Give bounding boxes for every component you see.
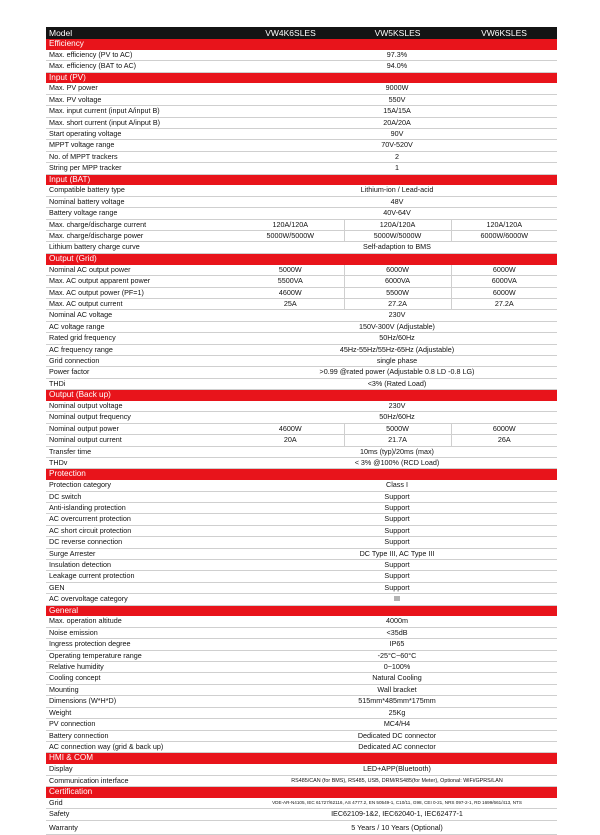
spec-label: Insulation detection xyxy=(46,560,237,571)
spec-value-model-1: 5000W/5000W xyxy=(237,231,344,242)
section-header-input-pv xyxy=(46,72,557,83)
section-title: Input (PV) xyxy=(46,72,557,83)
spec-label: Max. PV voltage xyxy=(46,94,237,105)
spec-row xyxy=(46,809,557,820)
spec-row xyxy=(46,548,557,559)
spec-label: Nominal output power xyxy=(46,423,237,434)
spec-sheet xyxy=(46,27,557,835)
spec-row xyxy=(46,719,557,730)
section-title: Output (Back up) xyxy=(46,390,557,401)
spec-value: 25Kg xyxy=(237,707,557,718)
spec-value: 150V-300V (Adjustable) xyxy=(237,321,557,332)
spec-value: Class I xyxy=(237,480,557,491)
spec-row xyxy=(46,321,557,332)
section-title: Protection xyxy=(46,469,557,480)
spec-row xyxy=(46,94,557,105)
spec-value: -25°C~60°C xyxy=(237,650,557,661)
section-header-input-bat xyxy=(46,174,557,185)
spec-row xyxy=(46,196,557,207)
spec-value-model-3: 6000W xyxy=(451,423,557,434)
spec-value: >0.99 @rated power (Adjustable 0.8 LD -0.8 LG) xyxy=(237,367,557,378)
spec-value-model-3: 26A xyxy=(451,435,557,446)
spec-label: Communication interface xyxy=(46,775,237,786)
spec-label: PV connection xyxy=(46,719,237,730)
spec-value: Support xyxy=(237,514,557,525)
spec-label: Lithium battery charge curve xyxy=(46,242,237,253)
section-header-output-back-up xyxy=(46,390,557,401)
spec-row xyxy=(46,525,557,536)
spec-row xyxy=(46,231,557,242)
spec-value-model-1: 5000W xyxy=(237,265,344,276)
spec-value-model-2: 6000VA xyxy=(344,276,451,287)
spec-row xyxy=(46,503,557,514)
section-header-certification xyxy=(46,786,557,797)
spec-row xyxy=(46,310,557,321)
spec-value: 40V-64V xyxy=(237,208,557,219)
spec-label: Safety xyxy=(46,809,237,820)
spec-value: 50Hz/60Hz xyxy=(237,412,557,423)
header-row xyxy=(46,27,557,39)
model-name: VW5KSLES xyxy=(344,27,451,39)
spec-label: Compatible battery type xyxy=(46,185,237,196)
spec-value: 10ms (typ)/20ms (max) xyxy=(237,446,557,457)
spec-label: Start operating voltage xyxy=(46,129,237,140)
spec-value: MC4/H4 xyxy=(237,719,557,730)
spec-value: III xyxy=(237,594,557,605)
section-title: Output (Grid) xyxy=(46,253,557,264)
spec-row xyxy=(46,61,557,72)
spec-row xyxy=(46,594,557,605)
spec-label: Max. efficiency (BAT to AC) xyxy=(46,61,237,72)
spec-value: 90V xyxy=(237,129,557,140)
spec-row xyxy=(46,265,557,276)
spec-row xyxy=(46,276,557,287)
spec-row xyxy=(46,775,557,786)
spec-label: Warranty xyxy=(46,820,237,834)
spec-value-model-1: 5500VA xyxy=(237,276,344,287)
spec-label: AC overcurrent protection xyxy=(46,514,237,525)
spec-label: AC voltage range xyxy=(46,321,237,332)
section-header-protection xyxy=(46,469,557,480)
spec-row xyxy=(46,707,557,718)
spec-label: String per MPP tracker xyxy=(46,163,237,174)
spec-row xyxy=(46,764,557,775)
spec-label: THDv xyxy=(46,457,237,468)
spec-value: 1 xyxy=(237,163,557,174)
section-title: Input (BAT) xyxy=(46,174,557,185)
spec-label: Noise emission xyxy=(46,627,237,638)
spec-label: Grid xyxy=(46,798,237,809)
spec-value: 15A/15A xyxy=(237,106,557,117)
spec-row xyxy=(46,650,557,661)
spec-row xyxy=(46,287,557,298)
spec-label: Power factor xyxy=(46,367,237,378)
spec-value-model-3: 6000W xyxy=(451,287,557,298)
spec-row xyxy=(46,514,557,525)
spec-row xyxy=(46,208,557,219)
spec-label: Ingress protection degree xyxy=(46,639,237,650)
spec-value-model-1: 120A/120A xyxy=(237,219,344,230)
spec-label: Max. efficiency (PV to AC) xyxy=(46,50,237,61)
spec-label: THDi xyxy=(46,378,237,389)
spec-value: 4000m xyxy=(237,616,557,627)
spec-value: <35dB xyxy=(237,627,557,638)
spec-row xyxy=(46,480,557,491)
spec-value: Support xyxy=(237,537,557,548)
spec-value-model-1: 4600W xyxy=(237,287,344,298)
spec-row xyxy=(46,298,557,309)
spec-value: Dedicated AC connector xyxy=(237,741,557,752)
spec-row xyxy=(46,378,557,389)
spec-value: Lithium-ion / Lead-acid xyxy=(237,185,557,196)
spec-label: AC connection way (grid & back up) xyxy=(46,741,237,752)
spec-label: AC short circuit protection xyxy=(46,525,237,536)
spec-row xyxy=(46,684,557,695)
spec-label: Max. charge/discharge power xyxy=(46,231,237,242)
spec-label: Max. AC output apparent power xyxy=(46,276,237,287)
spec-row xyxy=(46,446,557,457)
spec-label: Relative humidity xyxy=(46,662,237,673)
spec-value: 20A/20A xyxy=(237,117,557,128)
spec-value-model-2: 5000W/5000W xyxy=(344,231,451,242)
spec-label: Rated grid frequency xyxy=(46,333,237,344)
spec-label: Max. AC output power (PF=1) xyxy=(46,287,237,298)
spec-row xyxy=(46,730,557,741)
spec-label: Mounting xyxy=(46,684,237,695)
spec-value: Support xyxy=(237,571,557,582)
spec-label: Max. operation altitude xyxy=(46,616,237,627)
section-title: HMI & COM xyxy=(46,753,557,764)
spec-label: MPPT voltage range xyxy=(46,140,237,151)
spec-value: 45Hz-55Hz/55Hz-65Hz (Adjustable) xyxy=(237,344,557,355)
spec-label: Protection category xyxy=(46,480,237,491)
spec-value-model-2: 21.7A xyxy=(344,435,451,446)
spec-value: 9000W xyxy=(237,83,557,94)
spec-label: Dimensions (W*H*D) xyxy=(46,696,237,707)
spec-value: RS485/CAN (for BMS), RS485, USB, DRM/RS485(for Meter), Optional: WiFi/GPRS/LAN xyxy=(237,775,557,786)
spec-row xyxy=(46,163,557,174)
spec-row xyxy=(46,423,557,434)
spec-label: Nominal output current xyxy=(46,435,237,446)
spec-row xyxy=(46,106,557,117)
section-title: Certification xyxy=(46,786,557,797)
spec-row xyxy=(46,355,557,366)
model-name: VW4K6SLES xyxy=(237,27,344,39)
spec-value-model-3: 120A/120A xyxy=(451,219,557,230)
spec-row xyxy=(46,333,557,344)
spec-label: DC switch xyxy=(46,491,237,502)
spec-row xyxy=(46,673,557,684)
spec-value-model-1: 20A xyxy=(237,435,344,446)
spec-value: 5 Years / 10 Years (Optional) xyxy=(237,820,557,834)
spec-label: Cooling concept xyxy=(46,673,237,684)
spec-value: Support xyxy=(237,560,557,571)
spec-label: GEN xyxy=(46,582,237,593)
spec-value: 0~100% xyxy=(237,662,557,673)
spec-value-model-1: 4600W xyxy=(237,423,344,434)
spec-value: 94.0% xyxy=(237,61,557,72)
spec-label: Display xyxy=(46,764,237,775)
spec-value: IP65 xyxy=(237,639,557,650)
spec-value: VDE-AR-N4105, IEC 61727/62116, AS 4777.2, EN 50549-1, C10/11, G98, CEI 0-21, NRS 097-2-1, RD 1699/661/413, NTS xyxy=(237,798,557,809)
spec-value-model-1: 25A xyxy=(237,298,344,309)
spec-value: LED+APP(Bluetooth) xyxy=(237,764,557,775)
spec-label: Max. PV power xyxy=(46,83,237,94)
spec-value-model-2: 5000W xyxy=(344,423,451,434)
spec-row xyxy=(46,457,557,468)
spec-value: IEC62109-1&2, IEC62040-1, IEC62477-1 xyxy=(237,809,557,820)
spec-label: Nominal output frequency xyxy=(46,412,237,423)
spec-value: single phase xyxy=(237,355,557,366)
spec-row xyxy=(46,242,557,253)
spec-row xyxy=(46,151,557,162)
spec-label: Nominal AC voltage xyxy=(46,310,237,321)
spec-label: Nominal AC output power xyxy=(46,265,237,276)
spec-row xyxy=(46,117,557,128)
header-label: Model xyxy=(46,27,237,39)
spec-row xyxy=(46,616,557,627)
model-name: VW6KSLES xyxy=(451,27,557,39)
spec-row xyxy=(46,582,557,593)
spec-value-model-3: 6000W/6000W xyxy=(451,231,557,242)
spec-value: Natural Cooling xyxy=(237,673,557,684)
spec-label: Transfer time xyxy=(46,446,237,457)
spec-value: DC Type III, AC Type III xyxy=(237,548,557,559)
spec-row xyxy=(46,639,557,650)
spec-row xyxy=(46,140,557,151)
spec-row xyxy=(46,185,557,196)
spec-value: Support xyxy=(237,582,557,593)
spec-value: Support xyxy=(237,503,557,514)
spec-label: Grid connection xyxy=(46,355,237,366)
spec-value: Self-adaption to BMS xyxy=(237,242,557,253)
spec-value: 550V xyxy=(237,94,557,105)
spec-row xyxy=(46,560,557,571)
spec-value: 515mm*485mm*175mm xyxy=(237,696,557,707)
spec-label: Nominal output voltage xyxy=(46,401,237,412)
spec-row xyxy=(46,412,557,423)
spec-label: Max. input current (input A/input B) xyxy=(46,106,237,117)
spec-row xyxy=(46,219,557,230)
spec-value: Wall bracket xyxy=(237,684,557,695)
spec-value-model-2: 5500W xyxy=(344,287,451,298)
section-header-efficiency xyxy=(46,39,557,50)
section-header-hmi-com xyxy=(46,753,557,764)
spec-row xyxy=(46,50,557,61)
spec-value: 230V xyxy=(237,401,557,412)
spec-row xyxy=(46,741,557,752)
spec-row xyxy=(46,820,557,834)
spec-label: AC overvoltage category xyxy=(46,594,237,605)
spec-row xyxy=(46,344,557,355)
spec-value: 230V xyxy=(237,310,557,321)
spec-row xyxy=(46,401,557,412)
spec-value-model-3: 6000VA xyxy=(451,276,557,287)
spec-value-model-2: 27.2A xyxy=(344,298,451,309)
spec-value-model-3: 6000W xyxy=(451,265,557,276)
spec-label: DC reverse connection xyxy=(46,537,237,548)
spec-table xyxy=(46,27,557,835)
spec-label: Weight xyxy=(46,707,237,718)
spec-value: 2 xyxy=(237,151,557,162)
spec-label: Surge Arrester xyxy=(46,548,237,559)
spec-row xyxy=(46,627,557,638)
spec-row xyxy=(46,696,557,707)
section-title: General xyxy=(46,605,557,616)
spec-value: < 3% @100% (RCD Load) xyxy=(237,457,557,468)
spec-value: 48V xyxy=(237,196,557,207)
spec-value-model-2: 120A/120A xyxy=(344,219,451,230)
spec-value-model-2: 6000W xyxy=(344,265,451,276)
spec-row xyxy=(46,129,557,140)
spec-value: 50Hz/60Hz xyxy=(237,333,557,344)
spec-row xyxy=(46,537,557,548)
section-header-general xyxy=(46,605,557,616)
spec-label: Battery connection xyxy=(46,730,237,741)
spec-value: Dedicated DC connector xyxy=(237,730,557,741)
spec-label: Anti-islanding protection xyxy=(46,503,237,514)
spec-value: 70V-520V xyxy=(237,140,557,151)
spec-value: Support xyxy=(237,525,557,536)
spec-label: Max. AC output current xyxy=(46,298,237,309)
spec-row xyxy=(46,83,557,94)
spec-row xyxy=(46,571,557,582)
section-header-output-grid xyxy=(46,253,557,264)
spec-row xyxy=(46,662,557,673)
spec-label: Max. short current (input A/input B) xyxy=(46,117,237,128)
spec-value: 97.3% xyxy=(237,50,557,61)
spec-label: Battery voltage range xyxy=(46,208,237,219)
spec-label: Operating temperature range xyxy=(46,650,237,661)
spec-row xyxy=(46,435,557,446)
spec-label: Leakage current protection xyxy=(46,571,237,582)
spec-label: AC frequency range xyxy=(46,344,237,355)
spec-value: Support xyxy=(237,491,557,502)
spec-row xyxy=(46,798,557,809)
spec-value-model-3: 27.2A xyxy=(451,298,557,309)
spec-value: <3% (Rated Load) xyxy=(237,378,557,389)
spec-row xyxy=(46,367,557,378)
spec-row xyxy=(46,491,557,502)
spec-label: Max. charge/discharge current xyxy=(46,219,237,230)
spec-label: Nominal battery voltage xyxy=(46,196,237,207)
section-title: Efficiency xyxy=(46,39,557,50)
spec-label: No. of MPPT trackers xyxy=(46,151,237,162)
